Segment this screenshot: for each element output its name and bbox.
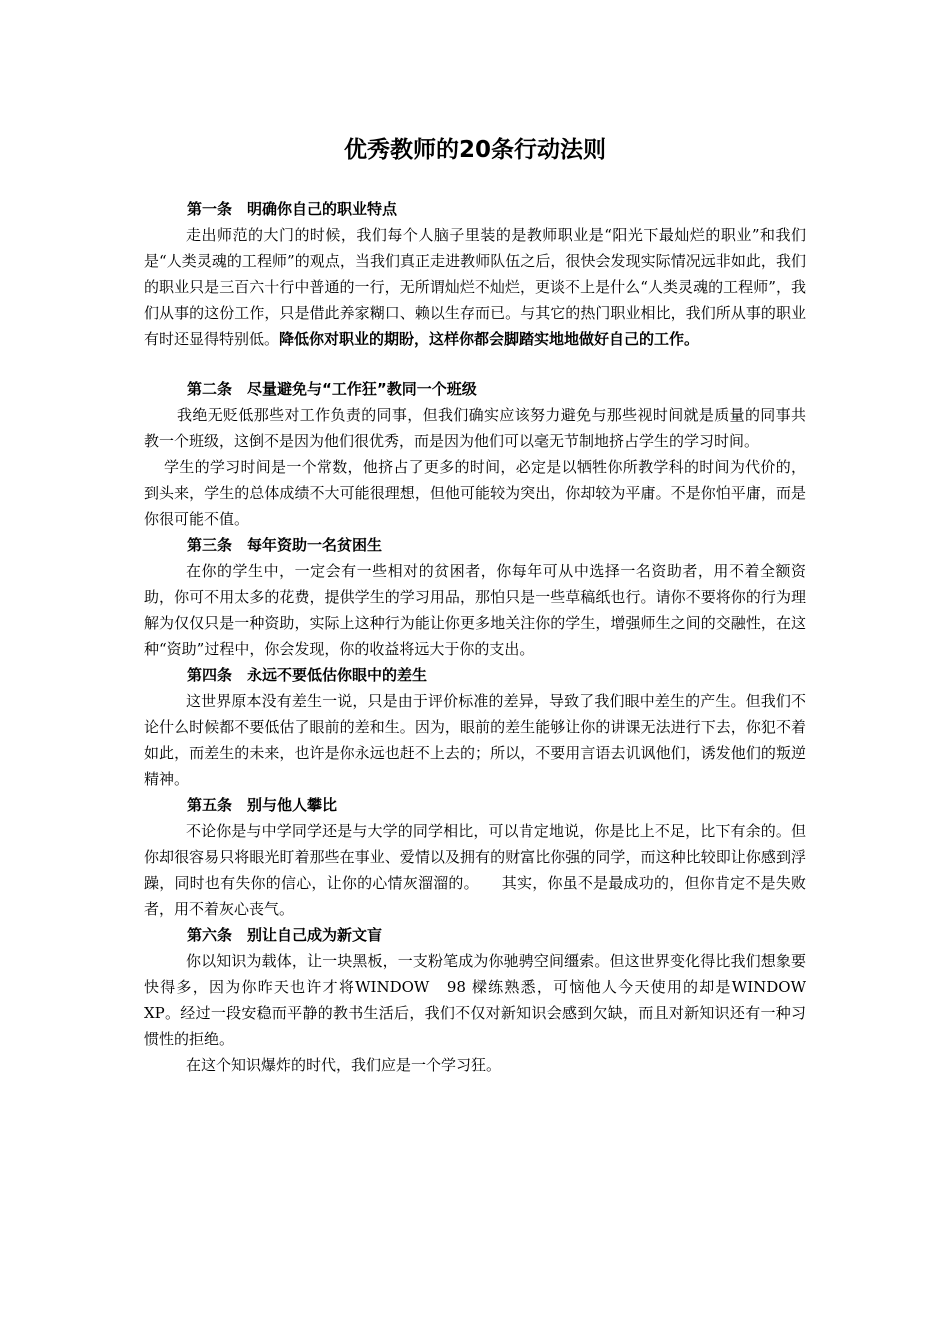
section-6-paragraph-2: 在这个知识爆炸的时代，我们应是一个学习狂。 bbox=[186, 1056, 502, 1074]
section-1-emphasis: 降低你对职业的期盼，这样你都会脚踏实地地做好自己的工作。 bbox=[279, 330, 700, 348]
section-5-heading: 第五条 别与他人攀比 bbox=[187, 796, 338, 814]
section-1-paragraph bbox=[144, 222, 806, 352]
section-3-heading: 第三条 每年资助一名贫困生 bbox=[187, 536, 383, 554]
section-2-heading: 第二条 尽量避免与“工作狂”教同一个班级 bbox=[187, 380, 477, 398]
section-2-paragraph-1: 我绝无贬低那些对工作负责的同事，但我们确实应该努力避免与那些视时间就是质量的同事共教一个班级，这倒不是因为他们很优秀，而是因为他们可以毫无节制地挤占学生的学习时间。 bbox=[144, 406, 806, 450]
section-5-paragraph: 不论你是与中学同学还是与大学的同学相比，可以肯定地说，你是比上不足，比下有余的。但你却很容易只将眼光盯着那些在事业、爱情以及拥有的财富比你强的同学，而这种比较即让你感到浮躁，同时也有失你的信心，让你的心情灰溜溜的。 其实，你虽不是最成功的，但你肯定不是失败者，用不着灰心丧气。 bbox=[144, 822, 806, 918]
document-title: 优秀教师的20条行动法则 bbox=[343, 137, 606, 163]
section-2-paragraph-2: 学生的学习时间是一个常数，他挤占了更多的时间，必定是以牺牲你所教学科的时间为代价的，到头来，学生的总体成绩不大可能很理想，但他可能较为突出，你却较为平庸。不是你怕平庸，而是你很可能不值。 bbox=[144, 458, 806, 528]
section-6-heading: 第六条 别让自己成为新文盲 bbox=[187, 926, 383, 944]
section-1-heading: 第一条 明确你自己的职业特点 bbox=[187, 200, 398, 218]
section-4-paragraph: 这世界原本没有差生一说，只是由于评价标准的差异，导致了我们眼中差生的产生。但我们不论什么时候都不要低估了眼前的差和生。因为，眼前的差生能够让你的讲课无法进行下去，你犯不着如此，而差生的未来，也许是你永远也赶不上去的；所以，不要用言语去讥讽他们，诱发他们的叛逆精神。 bbox=[144, 692, 806, 788]
section-1-text: 走出师范的大门的时候，我们每个人脑子里装的是教师职业是“阳光下最灿烂的职业”和我们是“人类灵魂的工程师”的观点，当我们真正走进教师队伍之后，很快会发现实际情况远非如此，我们的职业只是三百六十行中普通的一行，无所谓灿烂不灿烂，更谈不上是什么“人类灵魂的工程师”，我们从事的这份工作，只是借此养家糊口、赖以生存而已。与其它的热门职业相比，我们所从事的职业有时还显得特别低。 bbox=[144, 226, 806, 348]
section-4-heading: 第四条 永远不要低估你眼中的差生 bbox=[187, 666, 428, 684]
section-6-paragraph-1: 你以知识为载体，让一块黑板，一支粉笔成为你驰骋空间缰索。但这世界变化得比我们想象要快得多，因为你昨天也许才将WINDOW 98 樑练熟悉，可恼他人今天使用的却是WINDOW XP。经过一段安稳而平静的教书生活后，我们不仅对新知识会感到欠缺，而且对新知识还有一种习惯性的拒绝。 bbox=[144, 952, 822, 1048]
section-3-paragraph: 在你的学生中，一定会有一些相对的贫困者，你每年可从中选择一名资助者，用不着全额资助，你可不用太多的花费，提供学生的学习用品，那怕只是一些草稿纸也行。请你不要将你的行为理解为仅仅只是一种资助，实际上这种行为能让你更多地关注你的学生，增强师生之间的交融性，在这种“资助”过程中，你会发现，你的收益将远大于你的支出。 bbox=[144, 562, 806, 658]
document-body bbox=[144, 196, 822, 1078]
